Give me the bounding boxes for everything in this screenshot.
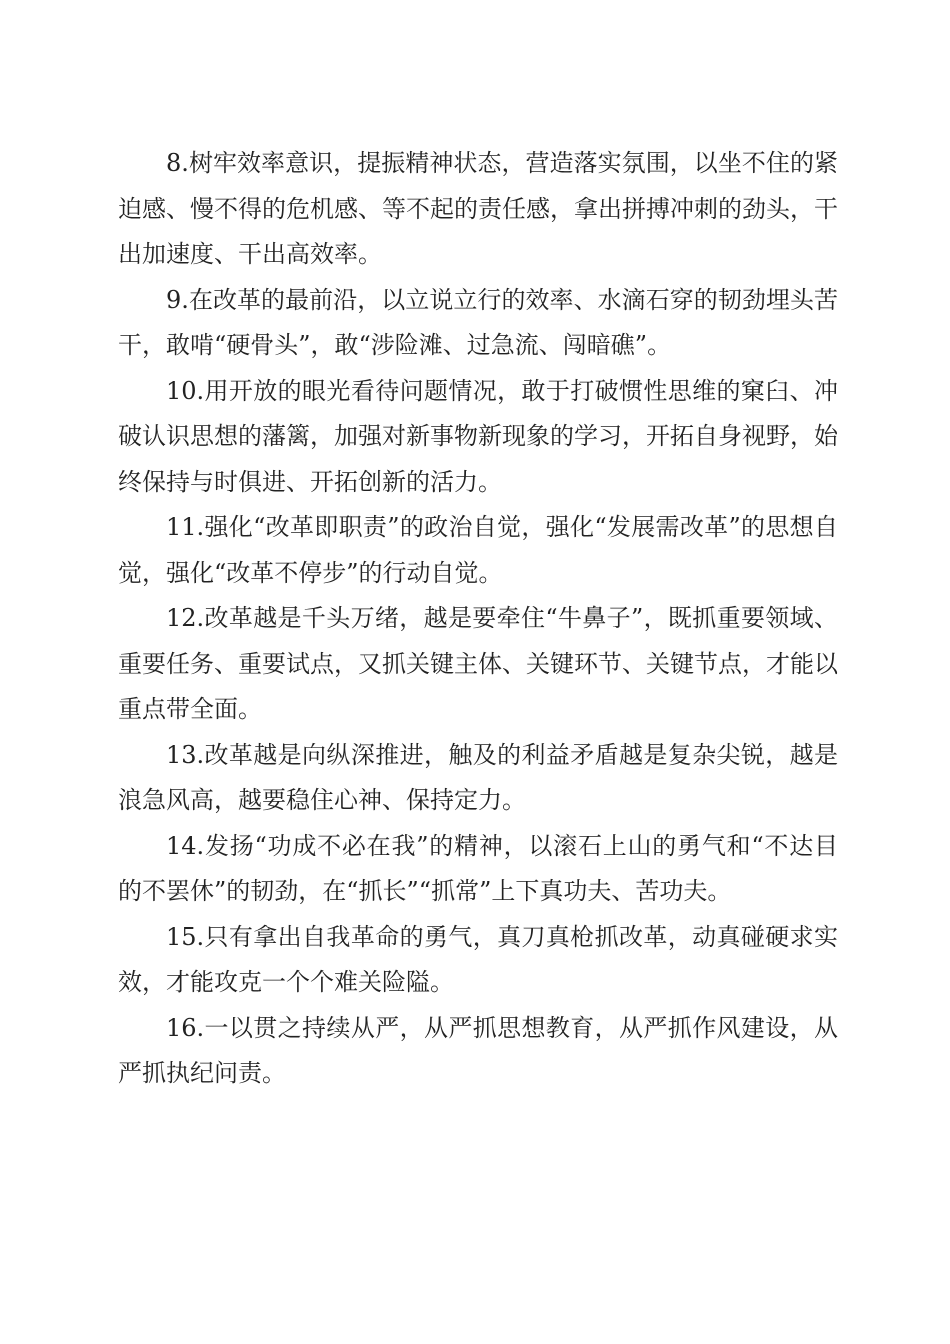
paragraph-12: 12.改革越是千头万绪，越是要牵住“牛鼻子”，既抓重要领域、重要任务、重要试点，又抓关键主体、关键环节、关键节点，才能以重点带全面。 <box>118 604 838 723</box>
paragraph-9: 9.在改革的最前沿，以立说立行的效率、水滴石穿的韧劲埋头苦干，敢啃“硬骨头”，敢“涉险滩、过急流、闯暗礁”。 <box>118 285 838 359</box>
paragraph-13: 13.改革越是向纵深推进，触及的利益矛盾越是复杂尖锐，越是浪急风高，越要稳住心神、保持定力。 <box>118 740 838 814</box>
document-body <box>118 141 838 1097</box>
paragraph-14: 14.发扬“功成不必在我”的精神，以滚石上山的勇气和“不达目的不罢休”的韧劲，在“抓长”“抓常”上下真功夫、苦功夫。 <box>118 831 838 905</box>
paragraph-16: 16.一以贯之持续从严，从严抓思想教育，从严抓作风建设，从严抓执纪问责。 <box>118 1013 838 1087</box>
paragraph-15: 15.只有拿出自我革命的勇气，真刀真枪抓改革，动真碰硬求实效，才能攻克一个个难关险隘。 <box>118 922 838 996</box>
paragraph-10: 10.用开放的眼光看待问题情况，敢于打破惯性思维的窠臼、冲破认识思想的藩篱，加强对新事物新现象的学习，开拓自身视野，始终保持与时俱进、开拓创新的活力。 <box>118 376 838 496</box>
paragraph-11: 11.强化“改革即职责”的政治自觉，强化“发展需改革”的思想自觉，强化“改革不停步”的行动自觉。 <box>118 513 838 587</box>
paragraph-8: 8.树牢效率意识，提振精神状态，营造落实氛围，以坐不住的紧迫感、慢不得的危机感、等不起的责任感，拿出拼搏冲刺的劲头，干出加速度、干出高效率。 <box>118 149 838 268</box>
